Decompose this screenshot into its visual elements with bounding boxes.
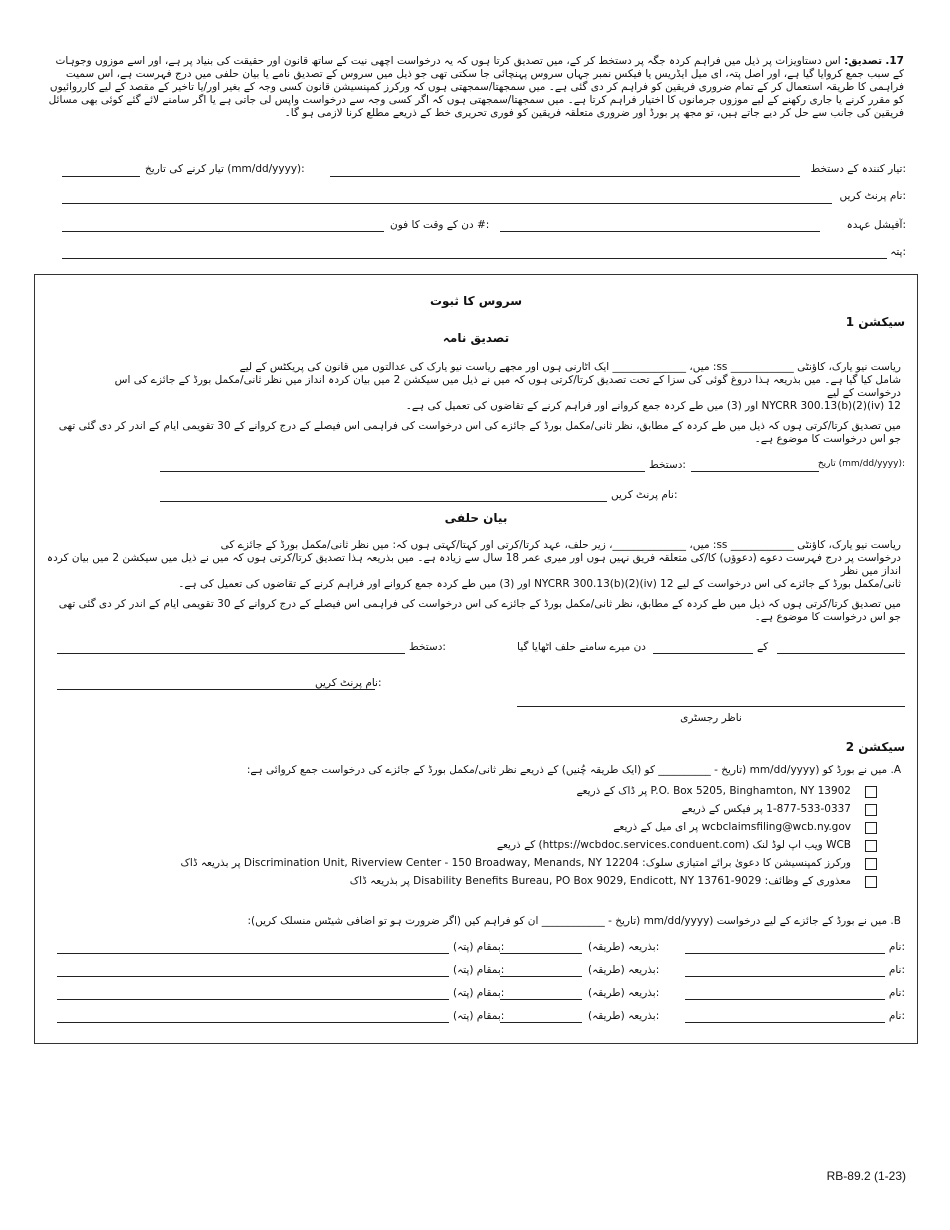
recipient-method-field[interactable] [500, 1022, 582, 1023]
recipient-name-field[interactable] [685, 976, 885, 977]
recipient-method-field[interactable] [500, 999, 582, 1000]
section2-a-line: A. میں نے بورڈ کو (mm/dd/yyyy (تاریخ - __________ کو (ایک طریقہ چُنیں) کے ذریعے نظر ثانی/مکمل بورڈ کے جائزے کی درخواست جمع کروائی ہے: [246, 764, 901, 776]
preparer-title-label: آفیشل عہدہ: [846, 219, 906, 231]
option-mail-checkbox[interactable] [865, 786, 877, 798]
recipient-address-label: بمقام (پتہ): [453, 987, 505, 999]
affidavit-print-label: نام پرنٹ کریں: [315, 677, 382, 689]
recipient-address-label: بمقام (پتہ): [453, 964, 505, 976]
recipient-method-label: بذریعہ (طریقہ): [588, 941, 660, 953]
sworn-month-field[interactable] [653, 653, 753, 654]
certificate-paragraph-2: میں تصدیق کرتا/کرتی ہوں کہ ذیل میں طے کردہ کے مطابق، نظر ثانی/مکمل بورڈ کے جائزے کی اس درخواست کی فراہمی اس فیصلے کے درج کروانے کے 30 تقویمی ایام کے اندر کر دی گئی تھی جو اس درخواست کا موضوع ہے۔ [58, 420, 901, 445]
cert-body: اس دستاویزات پر ذیل میں فراہم کردہ جگہ پر دستخط کر کے، میں تصدیق کرتا ہوں کہ یہ درخواست اچھی نیت کے ساتھ قانون اور حقیقت کی بنیاد پر ہے، اور اسے موزوں وجوہات کے سبب جمع کروایا گیا ہے، اور اصل پتہ، ای میل ایڈریس یا فیکس نمبر جہاں سروس پہنچائی جا سکتی تھی جو ذیل میں سروس کے تصدیق نامے یا بیان حلفی میں درج فہرست ہے، اس سمیت فراہمی کا طریقہ استعمال کر کے تمام ضروری فریقین کو فراہم کر دی گئی ہے۔ میں سمجھتا/سمجھتی ہوں کہ ورکرز کمپنسیشن قانون کسی وجہ کے بغیر اور/یا تاخیر کے مقصد کے لیے کارروائیوں کو مقرر کرنے یا جاری رکھنے کے لیے موزوں جرمانوں کا اختیار فراہم کرتا ہے۔ میں سمجھتا/سمجھتی ہوں کہ اگر کسی وجہ سے درخواست واپس لی جاتی ہے یا اگر سامنے لائے گئے کوئی بھی مسائل فریقین کی جانب سے حل کر دیے جاتے ہیں، تو مجھ پر بورڈ اور ضروری متعلقہ فریقین کو فوری تحریری خط کے ذریعے مطلع کرنا لازمی ہو گا۔ [48, 55, 904, 119]
recipient-method-field[interactable] [500, 953, 582, 954]
certificate-sign-label: دستخط: [649, 459, 686, 471]
option-disability-label: معذوری کے وظائف: Disability Benefits Bureau, PO Box 9029, Endicott, NY 13761-9029 پر بذریعہ ڈاک [349, 875, 851, 887]
certificate-text [75, 361, 901, 413]
option-discrimination-checkbox[interactable] [865, 858, 877, 870]
affidavit-line-3: ثانی/مکمل بورڈ کے جائزے کی اس درخواست کے لیے 12 NYCRR 300.13(b)(2)(iv) اور (3) میں طے کردہ جمع کروانے اور فراہم کرنے کے تقاضوں کی تعمیل کی ہے۔ [178, 578, 901, 590]
option-email-checkbox[interactable] [865, 822, 877, 834]
preparer-print-name-label: نام پرنٹ کریں: [839, 190, 906, 202]
recipient-address-field[interactable] [57, 953, 449, 954]
affidavit-paragraph-2: میں تصدیق کرتا/کرتی ہوں کہ ذیل میں طے کردہ کے مطابق، نظر ثانی/مکمل بورڈ کے جائزے کی اس درخواست کی فراہمی اس فیصلے کے درج کروانے کے 30 تقویمی ایام کے اندر کر دی گئی تھی جو اس درخواست کا موضوع ہے۔ [58, 598, 901, 623]
preparer-signature-field[interactable] [330, 176, 800, 177]
recipient-address-label: بمقام (پتہ): [453, 1010, 505, 1022]
option-discrimination-label: ورکرز کمپنسیشن کا دعویٰ برائے امتیازی سلوک: Discrimination Unit, Riverview Center - 150 Broadway, Menands, NY 12204 پر بذریعہ ڈاک [180, 857, 851, 869]
recipient-name-field[interactable] [685, 953, 885, 954]
option-upload-label: WCB ویب اپ لوڈ لنک (https://wcbdoc.services.conduent.com) کے ذریعے [496, 839, 851, 851]
option-disability-checkbox[interactable] [865, 876, 877, 888]
preparer-phone-field[interactable] [62, 231, 384, 232]
section2-b-line: B. میں نے بورڈ کے جائزے کے لیے درخواست (mm/dd/yyyy (تاریخ - ____________ ان کو فراہم کیں (اگر ضرورت ہو تو اضافی شیٹس منسلک کریں): [247, 915, 901, 927]
option-upload-checkbox[interactable] [865, 840, 877, 852]
preparer-address-label: پتہ: [890, 246, 906, 258]
section1-title: سیکشن 1 [845, 315, 905, 329]
proof-title: سروس کا ثبوت [429, 294, 523, 308]
preparer-date-field[interactable] [62, 176, 140, 177]
recipient-method-field[interactable] [500, 976, 582, 977]
cert-number: 17. [885, 55, 904, 67]
recipient-name-label: نام: [888, 987, 905, 999]
notary-label: ناظر رجسٹری [680, 712, 742, 724]
certificate-line-2: شامل کیا گیا ہے۔ میں بذریعہ ہذا دروغ گوئی کی سزا کے تحت تصدیق کرتا/کرتی ہوں کہ میں نے ذیل میں سیکشن 2 میں بیان کردہ انداز میں نظر ثانی/مکمل بورڈ کے جائزے کی اس درخواست کے لیے [114, 374, 901, 399]
recipient-address-field[interactable] [57, 1022, 449, 1023]
recipient-method-label: بذریعہ (طریقہ): [588, 964, 660, 976]
recipient-name-field[interactable] [685, 999, 885, 1000]
affidavit-title: بیان حلفی [444, 511, 508, 525]
cert-heading: تصدیق: [844, 55, 883, 67]
preparer-phone-label: دن کے وقت کا فون #: [390, 219, 490, 231]
certificate-line-1: ریاست نیو یارک، کاؤنٹی ____________ ss: میں، ______________ ایک اٹارنی ہوں اور مجھے ریاست نیو یارک کی عدالتوں میں قانون کی پریکٹس کے لیے [239, 361, 901, 373]
recipient-address-field[interactable] [57, 976, 449, 977]
affidavit-line-1: ریاست نیو یارک، کاؤنٹی ____________ ss: میں، ______________، زیر حلف، عہد کرتا/کرتی اور کہتا/کہتی ہوں کہ: میں نظر ثانی/مکمل بورڈ کے جائزے کی [220, 539, 901, 551]
affidavit-text [45, 539, 901, 591]
certificate-print-label: نام پرنٹ کریں: [611, 489, 678, 501]
affidavit-sign-label: دستخط: [409, 641, 446, 653]
certificate-title: تصدیق نامہ [442, 331, 510, 345]
affidavit-line-2: درخواست پر درج فہرست دعوے (دعوؤں) کا/کی متعلقہ فریق نہیں ہوں اور میری عمر 18 سال سے زیادہ ہے۔ میں بذریعہ ہذا تصدیق کرتا/کرتی ہوں کہ میں نے ذیل میں سیکشن 2 میں بیان کردہ انداز میں نظر [46, 552, 901, 577]
preparer-date-label: تیار کرنے کی تاریخ (mm/dd/yyyy): [145, 163, 305, 175]
certificate-signature-field[interactable] [160, 471, 645, 472]
certificate-date-field[interactable] [691, 471, 819, 472]
preparer-address-field[interactable] [62, 258, 887, 259]
recipient-name-field[interactable] [685, 1022, 885, 1023]
recipient-name-label: نام: [888, 1010, 905, 1022]
affidavit-print-field[interactable] [57, 689, 375, 690]
option-fax-checkbox[interactable] [865, 804, 877, 816]
sworn-prefix: کے [757, 641, 769, 653]
sworn-suffix: دن میرے سامنے حلف اٹھایا گیا [517, 641, 646, 653]
recipient-name-label: نام: [888, 964, 905, 976]
preparer-signature-label: تیار کنندہ کے دستخط: [810, 163, 906, 175]
preparer-title-field[interactable] [500, 231, 820, 232]
recipient-address-field[interactable] [57, 999, 449, 1000]
certificate-line-3: 12 NYCRR 300.13(b)(2)(iv) اور (3) میں طے کردہ جمع کروانے اور فراہم کرنے کے تقاضوں کی تعمیل کی ہے۔ [405, 400, 901, 412]
option-fax-label: 1-877-533-0337 پر فیکس کے ذریعے [681, 803, 851, 815]
sworn-day-field[interactable] [777, 653, 905, 654]
recipient-address-label: بمقام (پتہ): [453, 941, 505, 953]
affidavit-signature-field[interactable] [57, 653, 405, 654]
option-email-label: wcbclaimsfiling@wcb.ny.gov پر ای میل کے ذریعے [613, 821, 851, 833]
certificate-print-field[interactable] [160, 501, 607, 502]
proof-of-service-box [34, 274, 918, 1044]
option-mail-label: P.O. Box 5205, Binghamton, NY 13902 پر ڈاک کے ذریعے [576, 785, 851, 797]
recipient-method-label: بذریعہ (طریقہ): [588, 1010, 660, 1022]
form-code: RB-89.2 (1-23) [826, 1169, 906, 1183]
recipient-method-label: بذریعہ (طریقہ): [588, 987, 660, 999]
section2-title: سیکشن 2 [845, 740, 905, 754]
recipient-name-label: نام: [888, 941, 905, 953]
notary-signature-field[interactable] [517, 706, 905, 707]
certification-paragraph [48, 55, 904, 120]
certificate-date-label: تاریخ (mm/dd/yyyy): [817, 459, 905, 469]
preparer-print-name-field[interactable] [62, 203, 832, 204]
